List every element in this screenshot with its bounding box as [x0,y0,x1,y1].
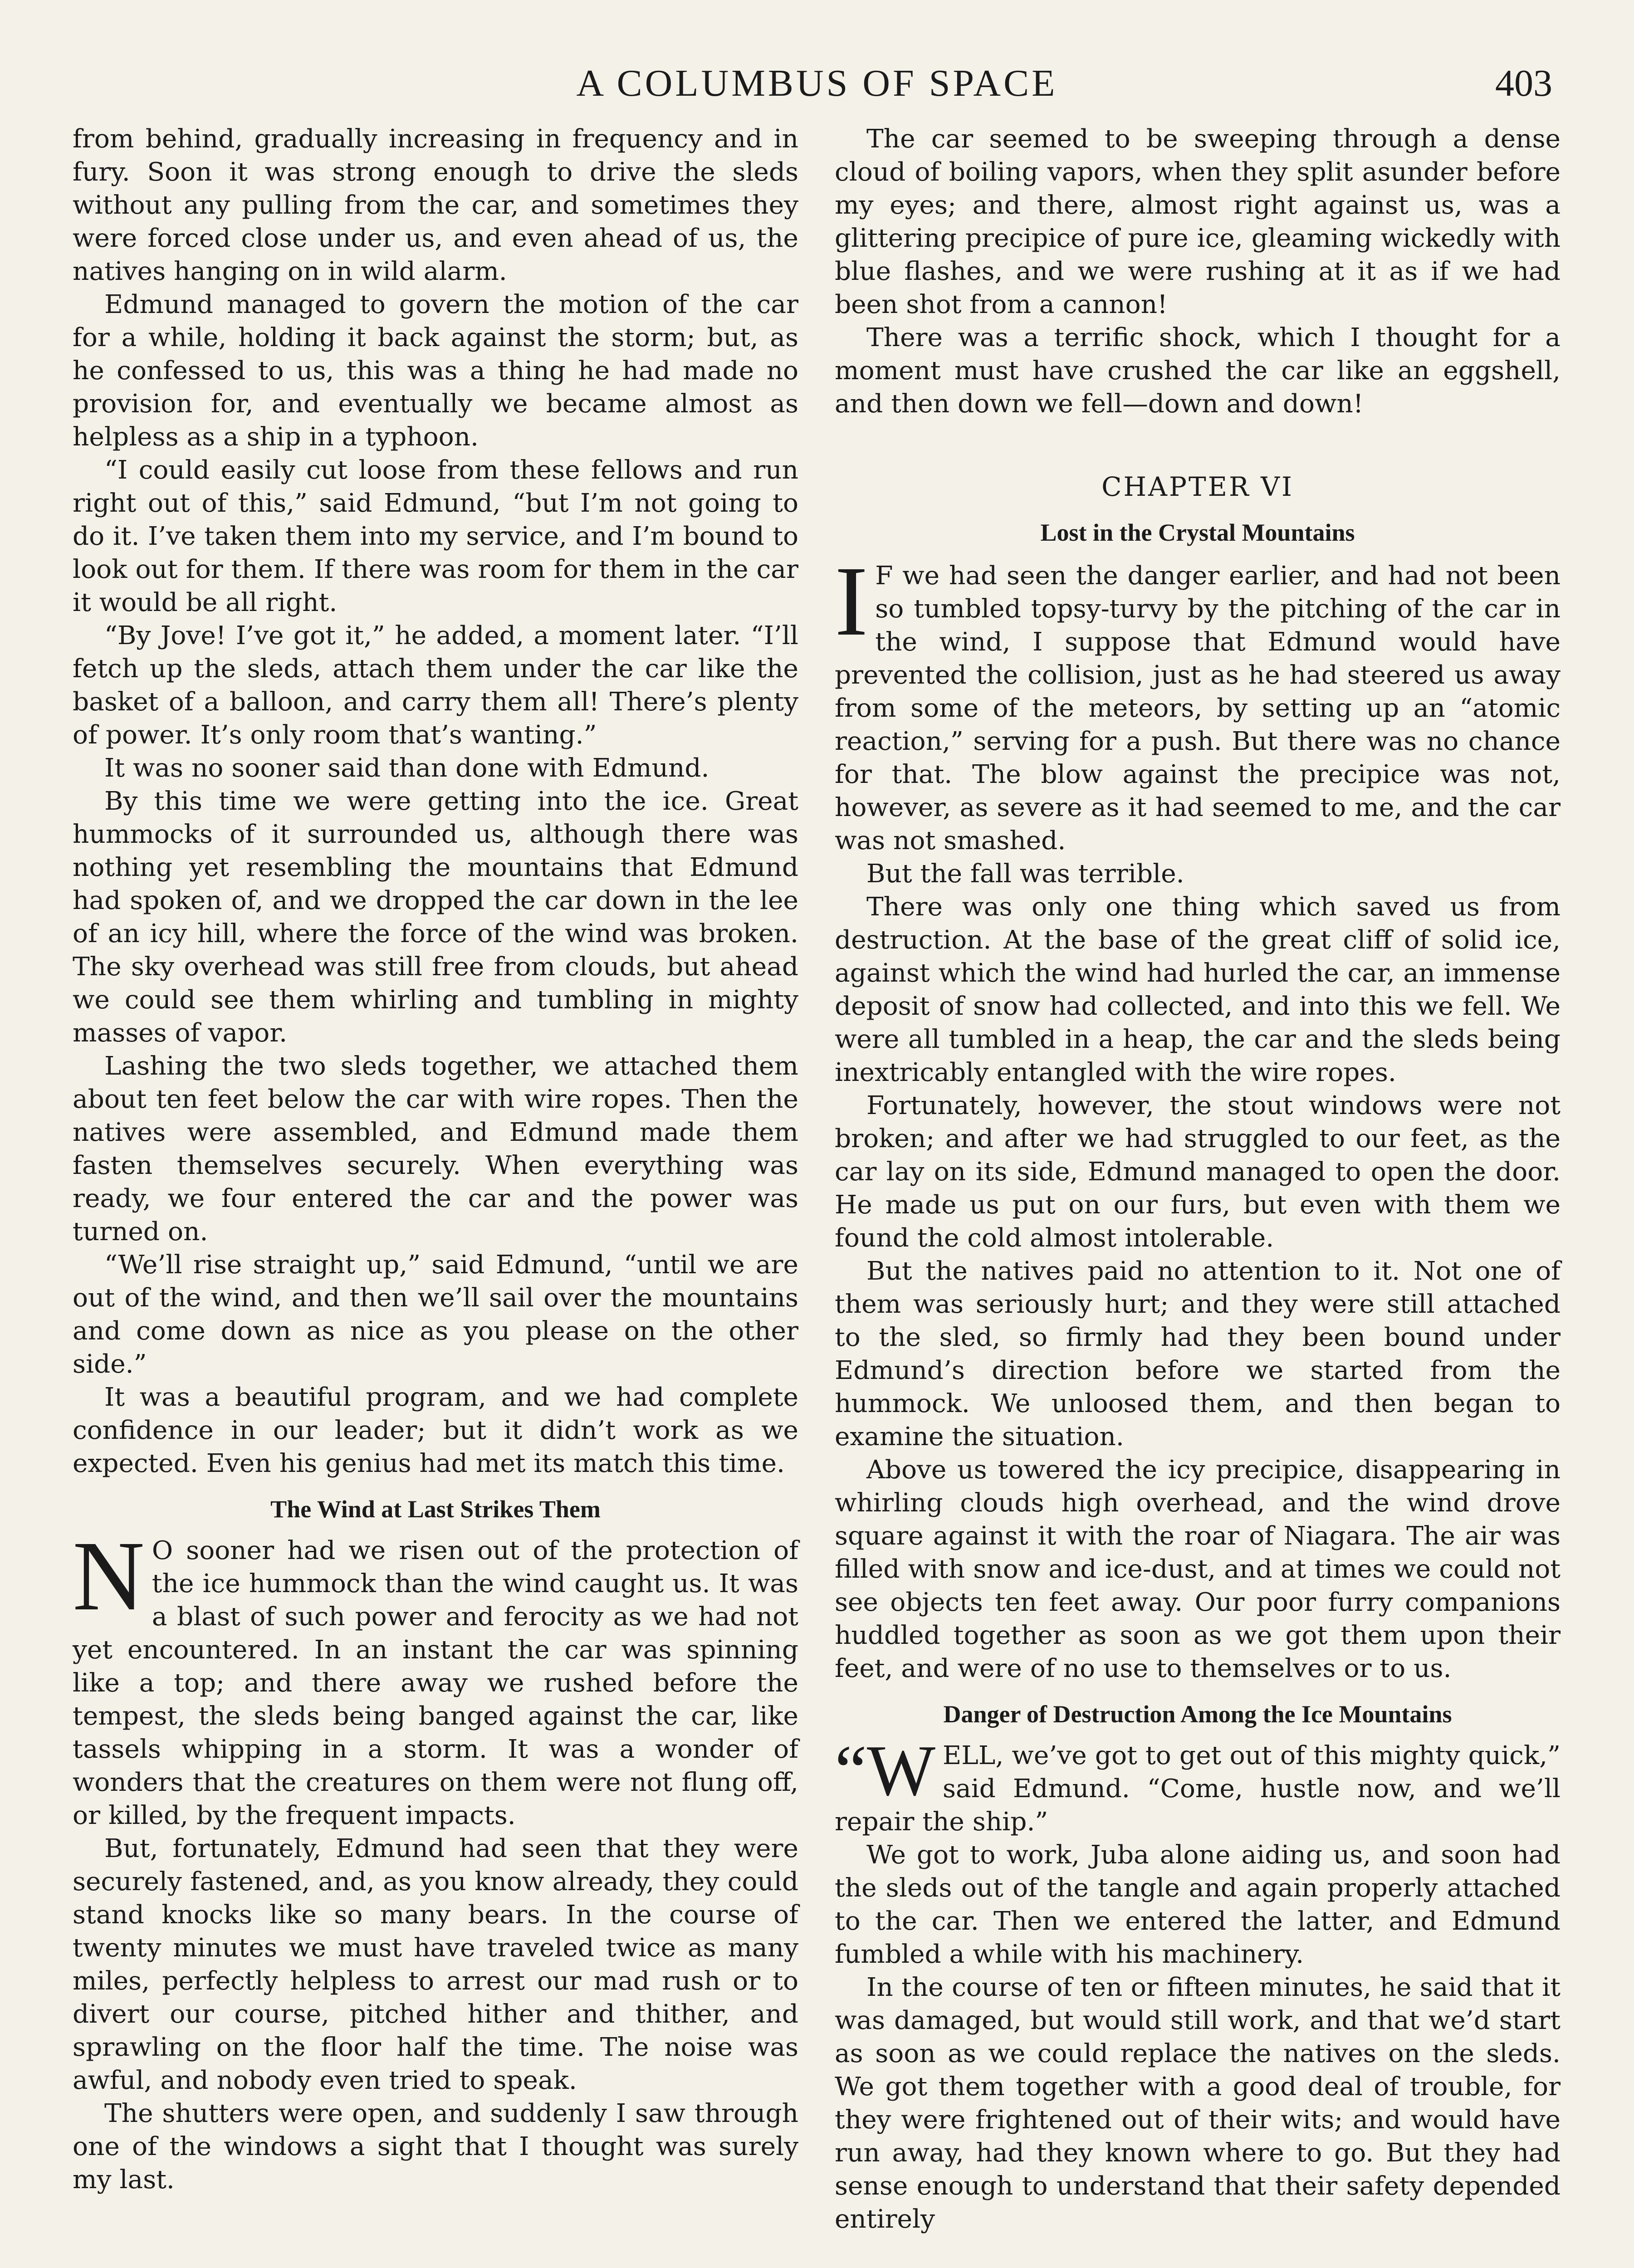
paragraph: But the fall was terrible. [866,859,1184,889]
paragraph: “We’ll rise straight up,” said Edmund, “until we are out of the wind, and then we’ll sail over the mountains and come down as nice as you please on the other side.” [73,1250,798,1379]
paragraph: It was a beautiful program, and we had complete confidence in our leader; but it didn’t work as we expected. Even his genius had met its match this time. [73,1383,798,1478]
paragraph: The car seemed to be sweeping through a dense cloud of boiling vapors, when they split asunder before my eyes; and there, almost right against us, was a glittering precipice of pure ice, gleaming wickedly with blue flashes, and we were rushing at it as if we had been shot from a cannon! [835,124,1561,319]
paragraph: Fortunately, however, the stout windows were not broken; and after we had struggled to our feet, as the car lay on its side, Edmund managed to open the door. He made us put on our furs, but even with them we found the cold almost intolerable. [835,1091,1561,1253]
paragraph-with-dropcap [73,1520,798,1832]
paragraph: “By Jove! I’ve got it,” he added, a moment later. “I’ll fetch up the sleds, attach them under the car like the basket of a balloon, and carry them all! There’s plenty of power. It’s only room that’s wanting.” [73,621,798,750]
paragraph: “I could easily cut loose from these fellows and run right out of this,” said Edmund, “but I’m not going to do it. I’ve taken them into my service, and I’m bound to look out for them. If there was room for them in the car it would be all right. [73,455,798,617]
dropcap: “W [835,1730,936,1811]
paragraph-with-dropcap [835,546,1561,857]
dropcap: N [73,1520,145,1631]
left-column [73,122,798,2196]
paragraph: The shutters were open, and suddenly I saw through one of the windows a sight that I thought was surely my last. [73,2099,798,2195]
chapter-subtitle: Lost in the Crystal Mountains [1040,519,1355,546]
paragraph: But the natives paid no attention to it. Not one of them was seriously hurt; and they were still attached to the sled, so firmly had they been bound under Edmund’s direction before we started from the hummock. We unloosed them, and then began to examine the situation. [835,1256,1561,1452]
paragraph-text: O sooner had we risen out of the protection of the ice hummock than the wind caught us. It was a blast of such power and ferocity as we had not yet encountered. In an instant the car was spinning like a top; and there away we rushed before the tempest, the sleds being banged against the car, like tassels whipping in a storm. It was a wonder of wonders that the creatures on them were not flung off, or killed, by the frequent impacts. [73,1536,798,1830]
paragraph: There was a terrific shock, which I thought for a moment must have crushed the car like an eggshell, and then down we fell—down and down! [835,323,1561,419]
section-heading: Danger of Destruction Among the Ice Mountains [943,1701,1452,1728]
paragraph: In the course of ten or fifteen minutes, he said that it was damaged, but would still work, and that we’d start as soon as we could replace the natives on the sleds. We got them together with a good deal of trouble, for they were frightened out of their wits; and would have run away, had they known where to go. But they had sense enough to understand that their safety depended entirely [835,1973,1561,2234]
right-column [835,122,1561,2236]
running-title: A COLUMBUS OF SPACE [576,62,1058,104]
chapter-title: CHAPTER VI [1101,471,1294,502]
paragraph-with-dropcap [835,1730,1561,1838]
paragraph: By this time we were getting into the ice. Great hummocks of it surrounded us, although there was nothing yet resembling the mountains that Edmund had spoken of, and we dropped the car down in the lee of an icy hill, where the force of the wind was broken. The sky overhead was still free from clouds, but ahead we could see them whirling and tumbling in mighty masses of vapor. [73,787,798,1048]
section-heading: The Wind at Last Strikes Them [270,1496,601,1523]
page-number: 403 [1495,62,1552,104]
dropcap: I [835,546,868,656]
paragraph-text: ELL, we’ve got to get out of this mighty quick,” said Edmund. “Come, hustle now, and we’ll repair the ship.” [835,1741,1561,1837]
paragraph-text: F we had seen the danger earlier, and had not been so tumbled topsy-turvy by the pitching of the car in the wind, I suppose that Edmund would have prevented the collision, just as he had steered us away from some of the meteors, by setting up an “atomic reaction,” serving for a push. But there was no chance for that. The blow against the precipice was not, however, as severe as it had seemed to me, and the car was not smashed. [835,561,1561,855]
paragraph: There was only one thing which saved us from destruction. At the base of the great cliff of solid ice, against which the wind had hurled the car, an immense deposit of snow had collected, and into this we fell. We were all tumbled in a heap, the car and the sleds being inextricably entangled with the wire ropes. [835,892,1561,1087]
paragraph: Lashing the two sleds together, we attached them about ten feet below the car with wire ropes. Then the natives were assembled, and Edmund made them fasten themselves securely. When everything was ready, we four entered the car and the power was turned on. [73,1051,798,1246]
paragraph: We got to work, Juba alone aiding us, and soon had the sleds out of the tangle and again properly attached to the car. Then we entered the latter, and Edmund fumbled a while with his machinery. [835,1840,1561,1969]
paragraph: from behind, gradually increasing in frequency and in fury. Soon it was strong enough to drive the sleds without any pulling from the car, and sometimes they were forced close under us, and even ahead of us, the natives hanging on in wild alarm. [73,124,798,286]
paragraph: But, fortunately, Edmund had seen that they were securely fastened, and, as you know already, they could stand knocks like so many bears. In the course of twenty minutes we must have traveled twice as many miles, perfectly helpless to arrest our mad rush or to divert our course, pitched hither and thither, and sprawling on the floor half the time. The noise was awful, and nobody even tried to speak. [73,1834,798,2095]
paragraph: Edmund managed to govern the motion of the car for a while, holding it back against the storm; but, as he confessed to us, this was a thing he had made no provision for, and eventually we became almost as helpless as a ship in a typhoon. [73,290,798,452]
paragraph: It was no sooner said than done with Edmund. [104,753,709,783]
paragraph: Above us towered the icy precipice, disappearing in whirling clouds high overhead, and the wind drove square against it with the roar of Niagara. The air was filled with snow and ice-dust, and at times we could not see objects ten feet away. Our poor furry companions huddled together as soon as we got them upon their feet, and were of no use to themselves or to us. [835,1455,1561,1683]
